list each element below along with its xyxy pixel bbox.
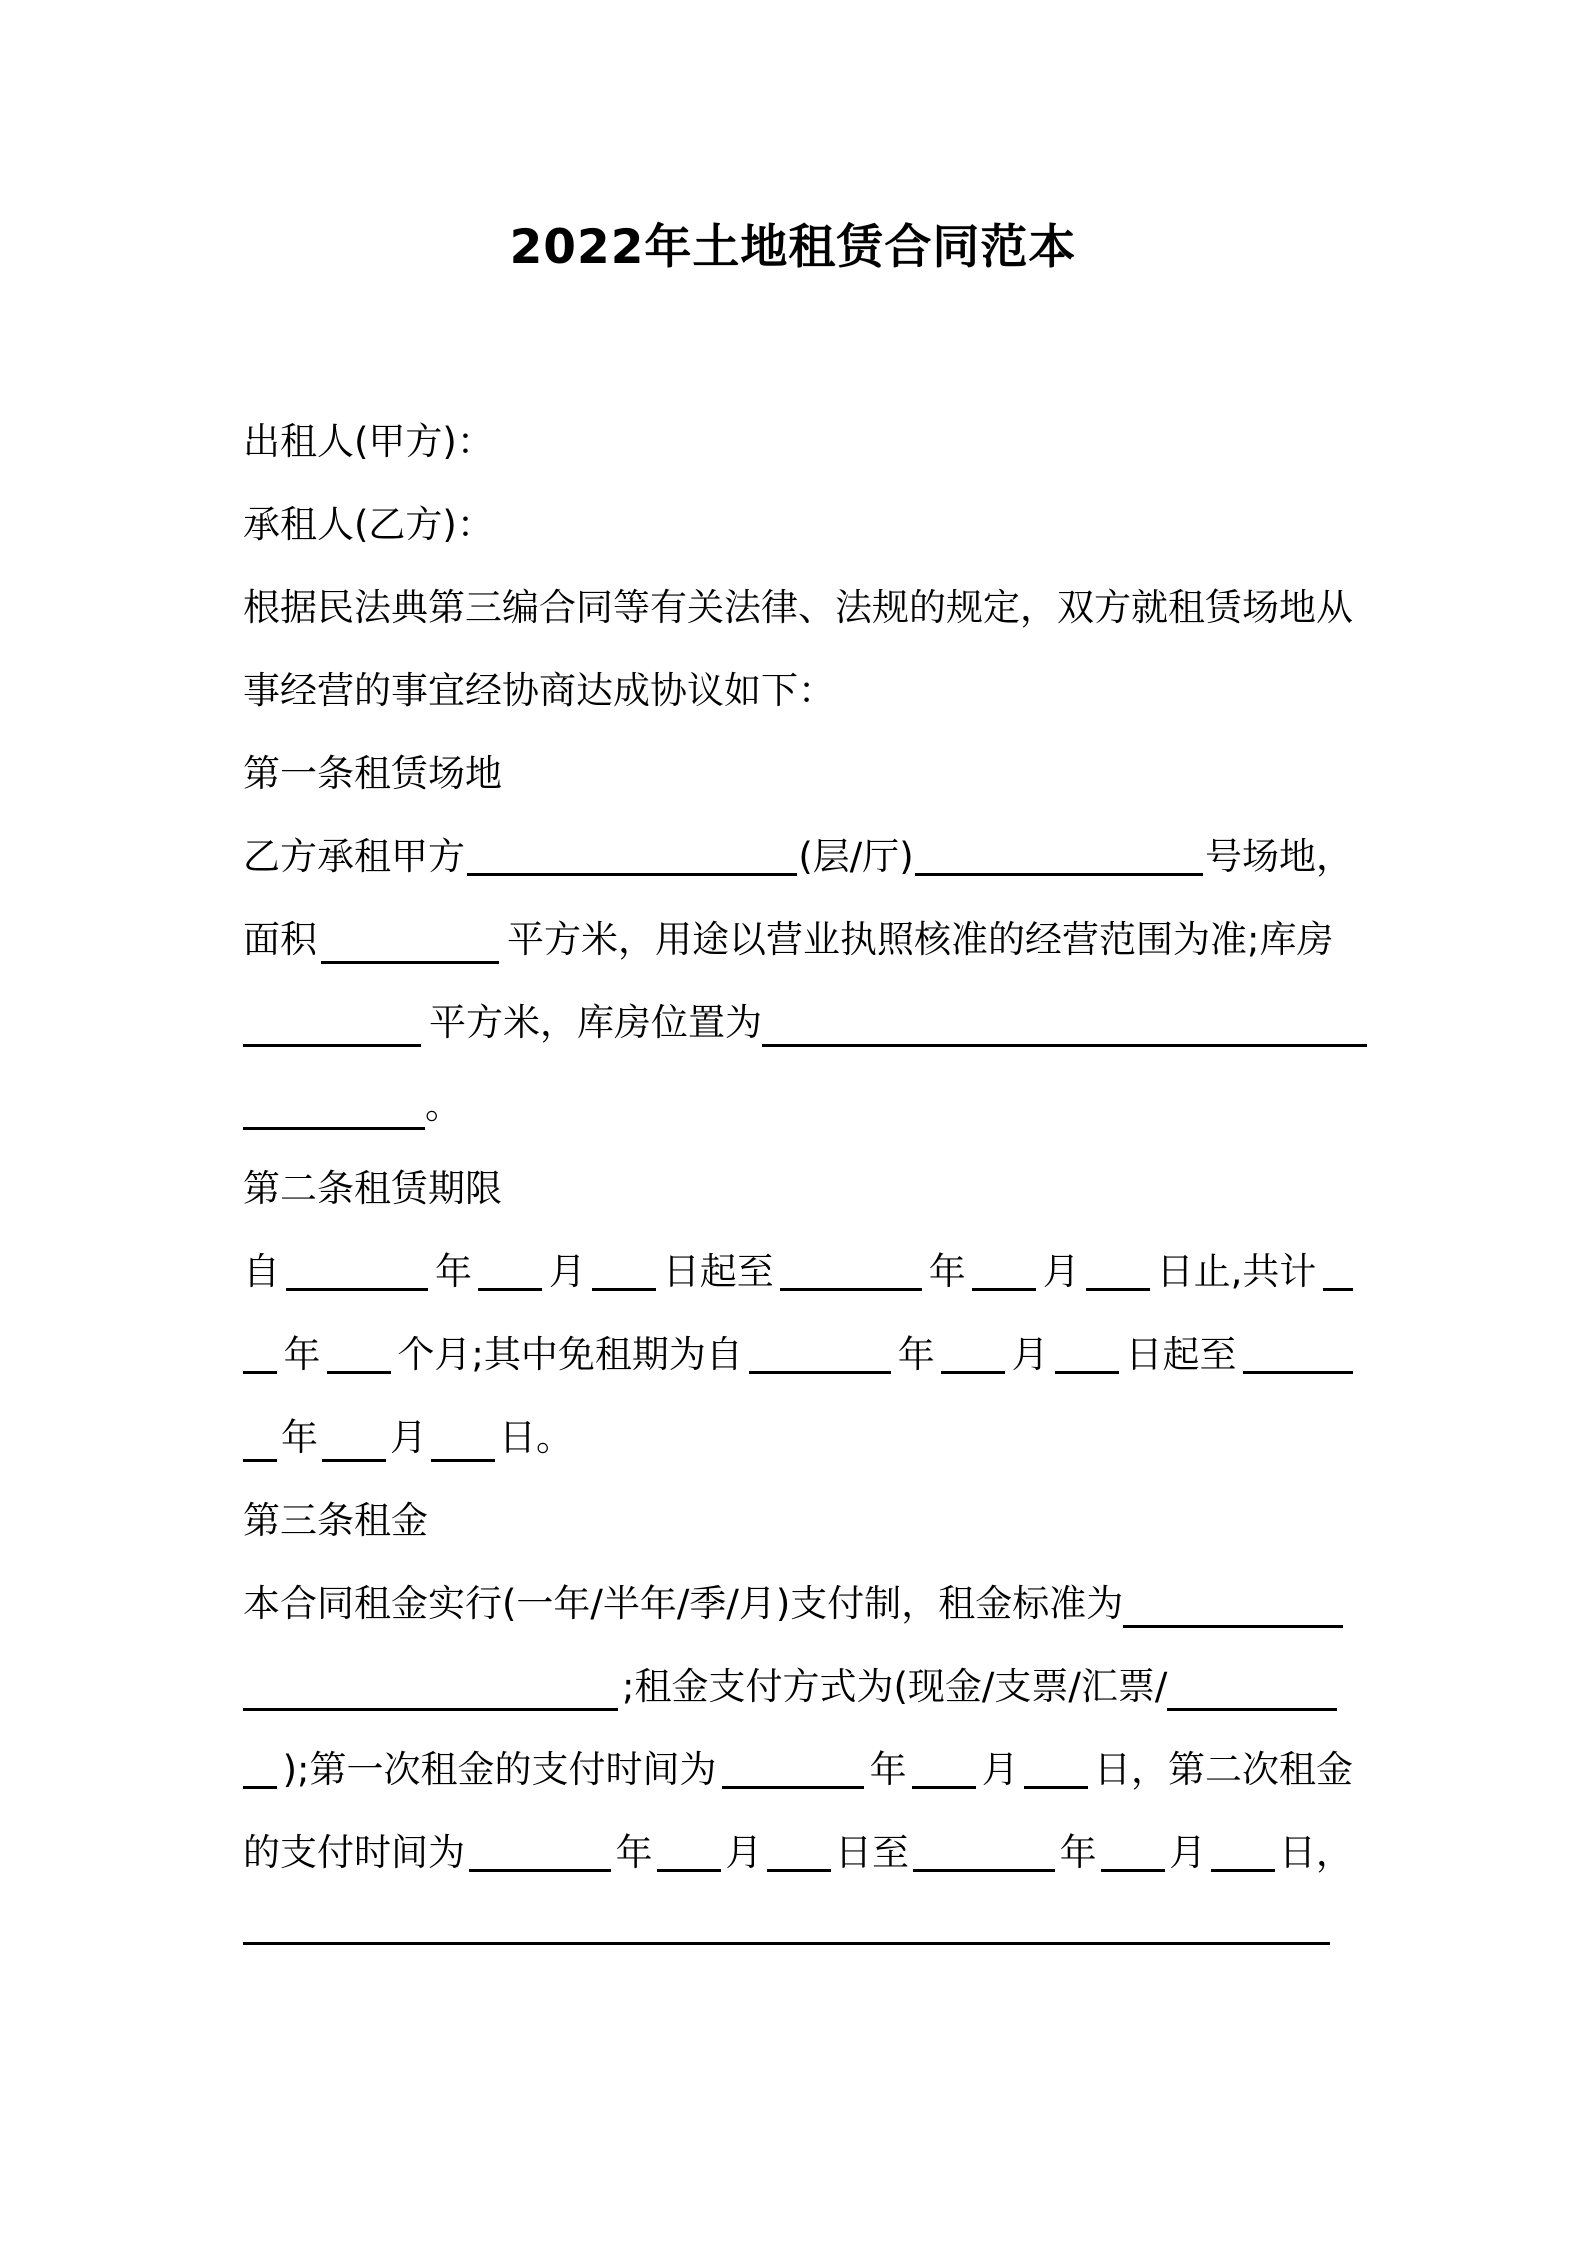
text-segment: 年 bbox=[1059, 1831, 1097, 1874]
fill-blank-first-pay-year[interactable] bbox=[722, 1740, 864, 1789]
fill-blank-end-month[interactable] bbox=[972, 1242, 1036, 1291]
fill-blank-second-pay-end-day[interactable] bbox=[1211, 1823, 1275, 1872]
fill-blank-floor[interactable] bbox=[467, 827, 797, 876]
article-3-line-2 bbox=[243, 1657, 1353, 1717]
fill-blank-free-end-year[interactable] bbox=[1243, 1325, 1353, 1374]
text-segment: 日，第二次租金 bbox=[1093, 1748, 1353, 1791]
text-segment: 年 bbox=[283, 1333, 321, 1376]
fill-blank-second-pay-start-year[interactable] bbox=[469, 1823, 611, 1872]
text-segment: 年 bbox=[281, 1416, 318, 1459]
fill-blank-free-start-year[interactable] bbox=[749, 1325, 891, 1374]
fill-blank-continuation-line[interactable] bbox=[243, 1942, 1330, 1945]
text-segment: 日起至 bbox=[1125, 1333, 1237, 1376]
article-2-line-3 bbox=[243, 1408, 1353, 1468]
fill-blank-free-start-day[interactable] bbox=[1055, 1325, 1119, 1374]
article-1-line-4 bbox=[243, 1076, 1353, 1136]
text-segment: 乙方承租甲方 bbox=[243, 835, 465, 878]
article-3-line-4 bbox=[243, 1823, 1353, 1883]
article-2-heading: 第二条租赁期限 bbox=[243, 1167, 502, 1210]
text-segment: 平方米，用途以营业执照核准的经营范围为准;库房 bbox=[507, 918, 1334, 961]
text-segment: 年 bbox=[928, 1250, 966, 1293]
fill-blank-end-year[interactable] bbox=[780, 1242, 922, 1291]
document-title: 2022年土地租赁合同范本 bbox=[509, 220, 1077, 275]
text-segment: 的支付时间为 bbox=[243, 1831, 465, 1874]
preamble-line-2: 事经营的事宜经协商达成协议如下： bbox=[243, 669, 835, 712]
fill-blank-rent-standard-cont[interactable] bbox=[243, 1662, 618, 1711]
fill-blank-storage-location-cont[interactable] bbox=[243, 1081, 425, 1130]
text-segment: );第一次租金的支付时间为 bbox=[282, 1748, 717, 1791]
fill-blank-rent-standard[interactable] bbox=[1123, 1579, 1343, 1628]
article-3-line-3 bbox=[243, 1740, 1353, 1800]
text-segment: 。 bbox=[425, 1084, 462, 1127]
fill-blank-storage-location[interactable] bbox=[762, 998, 1367, 1047]
fill-blank-total-years-cont[interactable] bbox=[243, 1325, 277, 1374]
text-segment: 月 bbox=[725, 1831, 763, 1874]
fill-blank-payment-method-cont[interactable] bbox=[243, 1740, 277, 1789]
fill-blank-second-pay-start-day[interactable] bbox=[767, 1823, 831, 1872]
text-segment: 本合同租金实行(一年/半年/季/月)支付制，租金标准为 bbox=[243, 1582, 1124, 1625]
fill-blank-second-pay-end-month[interactable] bbox=[1101, 1823, 1165, 1872]
text-segment: 年 bbox=[615, 1831, 653, 1874]
text-segment: 月 bbox=[1169, 1831, 1207, 1874]
fill-blank-first-pay-month[interactable] bbox=[912, 1740, 976, 1789]
text-segment: (层/厅) bbox=[798, 835, 914, 878]
fill-blank-second-pay-start-month[interactable] bbox=[657, 1823, 721, 1872]
text-segment: 自 bbox=[243, 1250, 280, 1293]
fill-blank-end-day[interactable] bbox=[1086, 1242, 1150, 1291]
fill-blank-lot-number[interactable] bbox=[915, 827, 1203, 876]
fill-blank-start-month[interactable] bbox=[478, 1242, 542, 1291]
text-segment: 月 bbox=[548, 1250, 586, 1293]
fill-blank-area[interactable] bbox=[321, 915, 499, 964]
fill-blank-start-year[interactable] bbox=[286, 1242, 428, 1291]
fill-blank-first-pay-day[interactable] bbox=[1024, 1740, 1088, 1789]
article-3-line-1 bbox=[243, 1574, 1353, 1634]
fill-blank-total-months[interactable] bbox=[327, 1325, 391, 1374]
fill-blank-free-end-day[interactable] bbox=[431, 1413, 495, 1462]
text-segment: 个月;其中免租期为自 bbox=[397, 1333, 743, 1376]
lessee-line: 承租人(乙方)： bbox=[243, 503, 494, 546]
fill-blank-free-start-month[interactable] bbox=[941, 1325, 1005, 1374]
text-segment: 日至 bbox=[834, 1831, 909, 1874]
text-segment: 年 bbox=[434, 1250, 472, 1293]
text-segment: 日， bbox=[1278, 1831, 1353, 1874]
text-segment: 号场地， bbox=[1204, 835, 1353, 878]
article-2-line-1 bbox=[243, 1242, 1353, 1302]
text-segment: 日。 bbox=[499, 1416, 573, 1459]
article-1-line-3 bbox=[243, 993, 1353, 1053]
article-1-line-2 bbox=[243, 910, 1353, 970]
fill-blank-total-years[interactable] bbox=[1323, 1242, 1353, 1291]
fill-blank-start-day[interactable] bbox=[592, 1242, 656, 1291]
text-segment: 月 bbox=[1011, 1333, 1049, 1376]
fill-blank-free-end-year-cont[interactable] bbox=[243, 1413, 277, 1462]
article-1-heading: 第一条租赁场地 bbox=[243, 752, 502, 795]
text-segment: 月 bbox=[390, 1416, 427, 1459]
text-segment: 平方米，库房位置为 bbox=[429, 1001, 762, 1044]
text-segment: 月 bbox=[1042, 1250, 1080, 1293]
text-segment: 月 bbox=[981, 1748, 1019, 1791]
text-segment: ;租金支付方式为(现金/支票/汇票/ bbox=[622, 1665, 1168, 1708]
text-segment: 面积 bbox=[243, 918, 317, 961]
article-3-heading: 第三条租金 bbox=[243, 1499, 428, 1542]
text-segment: 日止,共计 bbox=[1156, 1250, 1317, 1293]
text-segment: 年 bbox=[897, 1333, 935, 1376]
text-segment: 日起至 bbox=[662, 1250, 774, 1293]
fill-blank-storage-area[interactable] bbox=[243, 998, 421, 1047]
lessor-line: 出租人(甲方)： bbox=[243, 420, 494, 463]
fill-blank-payment-method[interactable] bbox=[1167, 1662, 1337, 1711]
text-segment: 年 bbox=[869, 1748, 907, 1791]
fill-blank-second-pay-end-year[interactable] bbox=[913, 1823, 1055, 1872]
preamble-line-1: 根据民法典第三编合同等有关法律、法规的规定，双方就租赁场地从 bbox=[243, 586, 1353, 629]
article-1-line-1 bbox=[243, 827, 1353, 887]
article-2-line-2 bbox=[243, 1325, 1353, 1385]
fill-blank-free-end-month[interactable] bbox=[322, 1413, 386, 1462]
